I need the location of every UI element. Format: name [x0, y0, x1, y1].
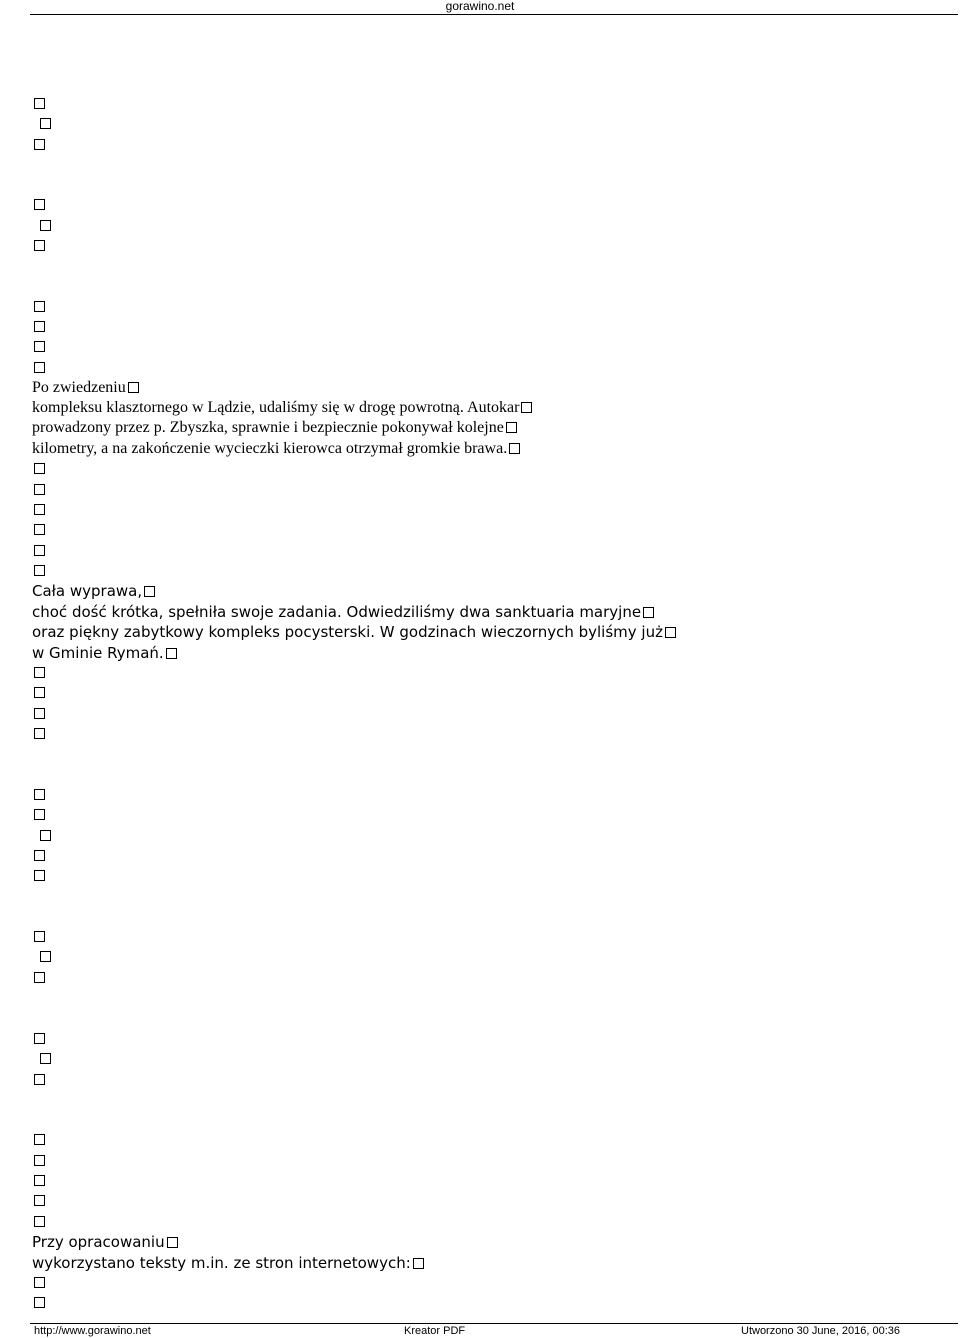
placeholder-glyph [32, 663, 45, 683]
footer-url: http://www.gorawino.net [34, 1325, 151, 1337]
placeholder-glyph [32, 1151, 45, 1171]
placeholder-glyph [32, 1130, 45, 1150]
placeholder-glyph [32, 236, 45, 256]
paragraph-line: choć dość krótka, spełniła swoje zadania. Odwiedziliśmy dwa sanktuaria maryjne [32, 602, 654, 622]
paragraph-line: prowadzony przez p. Zbyszka, sprawnie i bezpiecznie pokonywał kolejne [32, 418, 517, 438]
placeholder-glyph [32, 337, 45, 357]
placeholder-glyph [32, 1293, 45, 1313]
placeholder-glyph [32, 968, 45, 988]
placeholder-glyph [32, 1070, 45, 1090]
placeholder-glyph [32, 135, 45, 155]
placeholder-glyph [32, 317, 45, 337]
placeholder-glyph [32, 927, 45, 947]
placeholder-glyph [32, 785, 45, 805]
placeholder-glyph [32, 1171, 45, 1191]
placeholder-glyph [32, 1029, 45, 1049]
placeholder-glyph [32, 500, 45, 520]
placeholder-glyph [38, 114, 51, 134]
paragraph-line: oraz piękny zabytkowy kompleks pocysterski. W godzinach wieczornych byliśmy już [32, 622, 676, 642]
placeholder-glyph [32, 195, 45, 215]
placeholder-glyph [32, 1191, 45, 1211]
placeholder-glyph [32, 1212, 45, 1232]
paragraph-line: Przy opracowaniu [32, 1232, 178, 1252]
header-divider [30, 14, 958, 15]
footer-divider [30, 1323, 958, 1324]
placeholder-glyph [32, 866, 45, 886]
placeholder-glyph [32, 480, 45, 500]
paragraph-line: kilometry, a na zakończenie wycieczki kierowca otrzymał gromkie brawa. [32, 439, 520, 459]
placeholder-glyph [32, 94, 45, 114]
paragraph-line: wykorzystano teksty m.in. ze stron internetowych: [32, 1253, 424, 1273]
placeholder-glyph [32, 297, 45, 317]
placeholder-glyph [38, 216, 51, 236]
paragraph-line: kompleksu klasztornego w Lądzie, udaliśmy się w drogę powrotną. Autokar [32, 398, 532, 418]
placeholder-glyph [32, 520, 45, 540]
placeholder-glyph [32, 459, 45, 479]
placeholder-glyph [32, 704, 45, 724]
placeholder-glyph [38, 947, 51, 967]
footer-created-date: Utworzono 30 June, 2016, 00:36 [741, 1325, 901, 1337]
placeholder-glyph [32, 846, 45, 866]
placeholder-glyph [38, 1049, 51, 1069]
placeholder-glyph [32, 1273, 45, 1293]
placeholder-glyph [32, 805, 45, 825]
paragraph-line: w Gminie Rymań. [32, 643, 177, 663]
paragraph-line: Cała wyprawa, [32, 581, 155, 601]
placeholder-glyph [32, 724, 45, 744]
footer-creator: Kreator PDF [404, 1325, 466, 1337]
header-site-name: gorawino.net [445, 0, 515, 13]
placeholder-glyph [38, 826, 51, 846]
placeholder-glyph [32, 541, 45, 561]
placeholder-glyph [32, 561, 45, 581]
paragraph-line: Po zwiedzeniu [32, 378, 139, 398]
placeholder-glyph [32, 683, 45, 703]
placeholder-glyph [32, 358, 45, 378]
